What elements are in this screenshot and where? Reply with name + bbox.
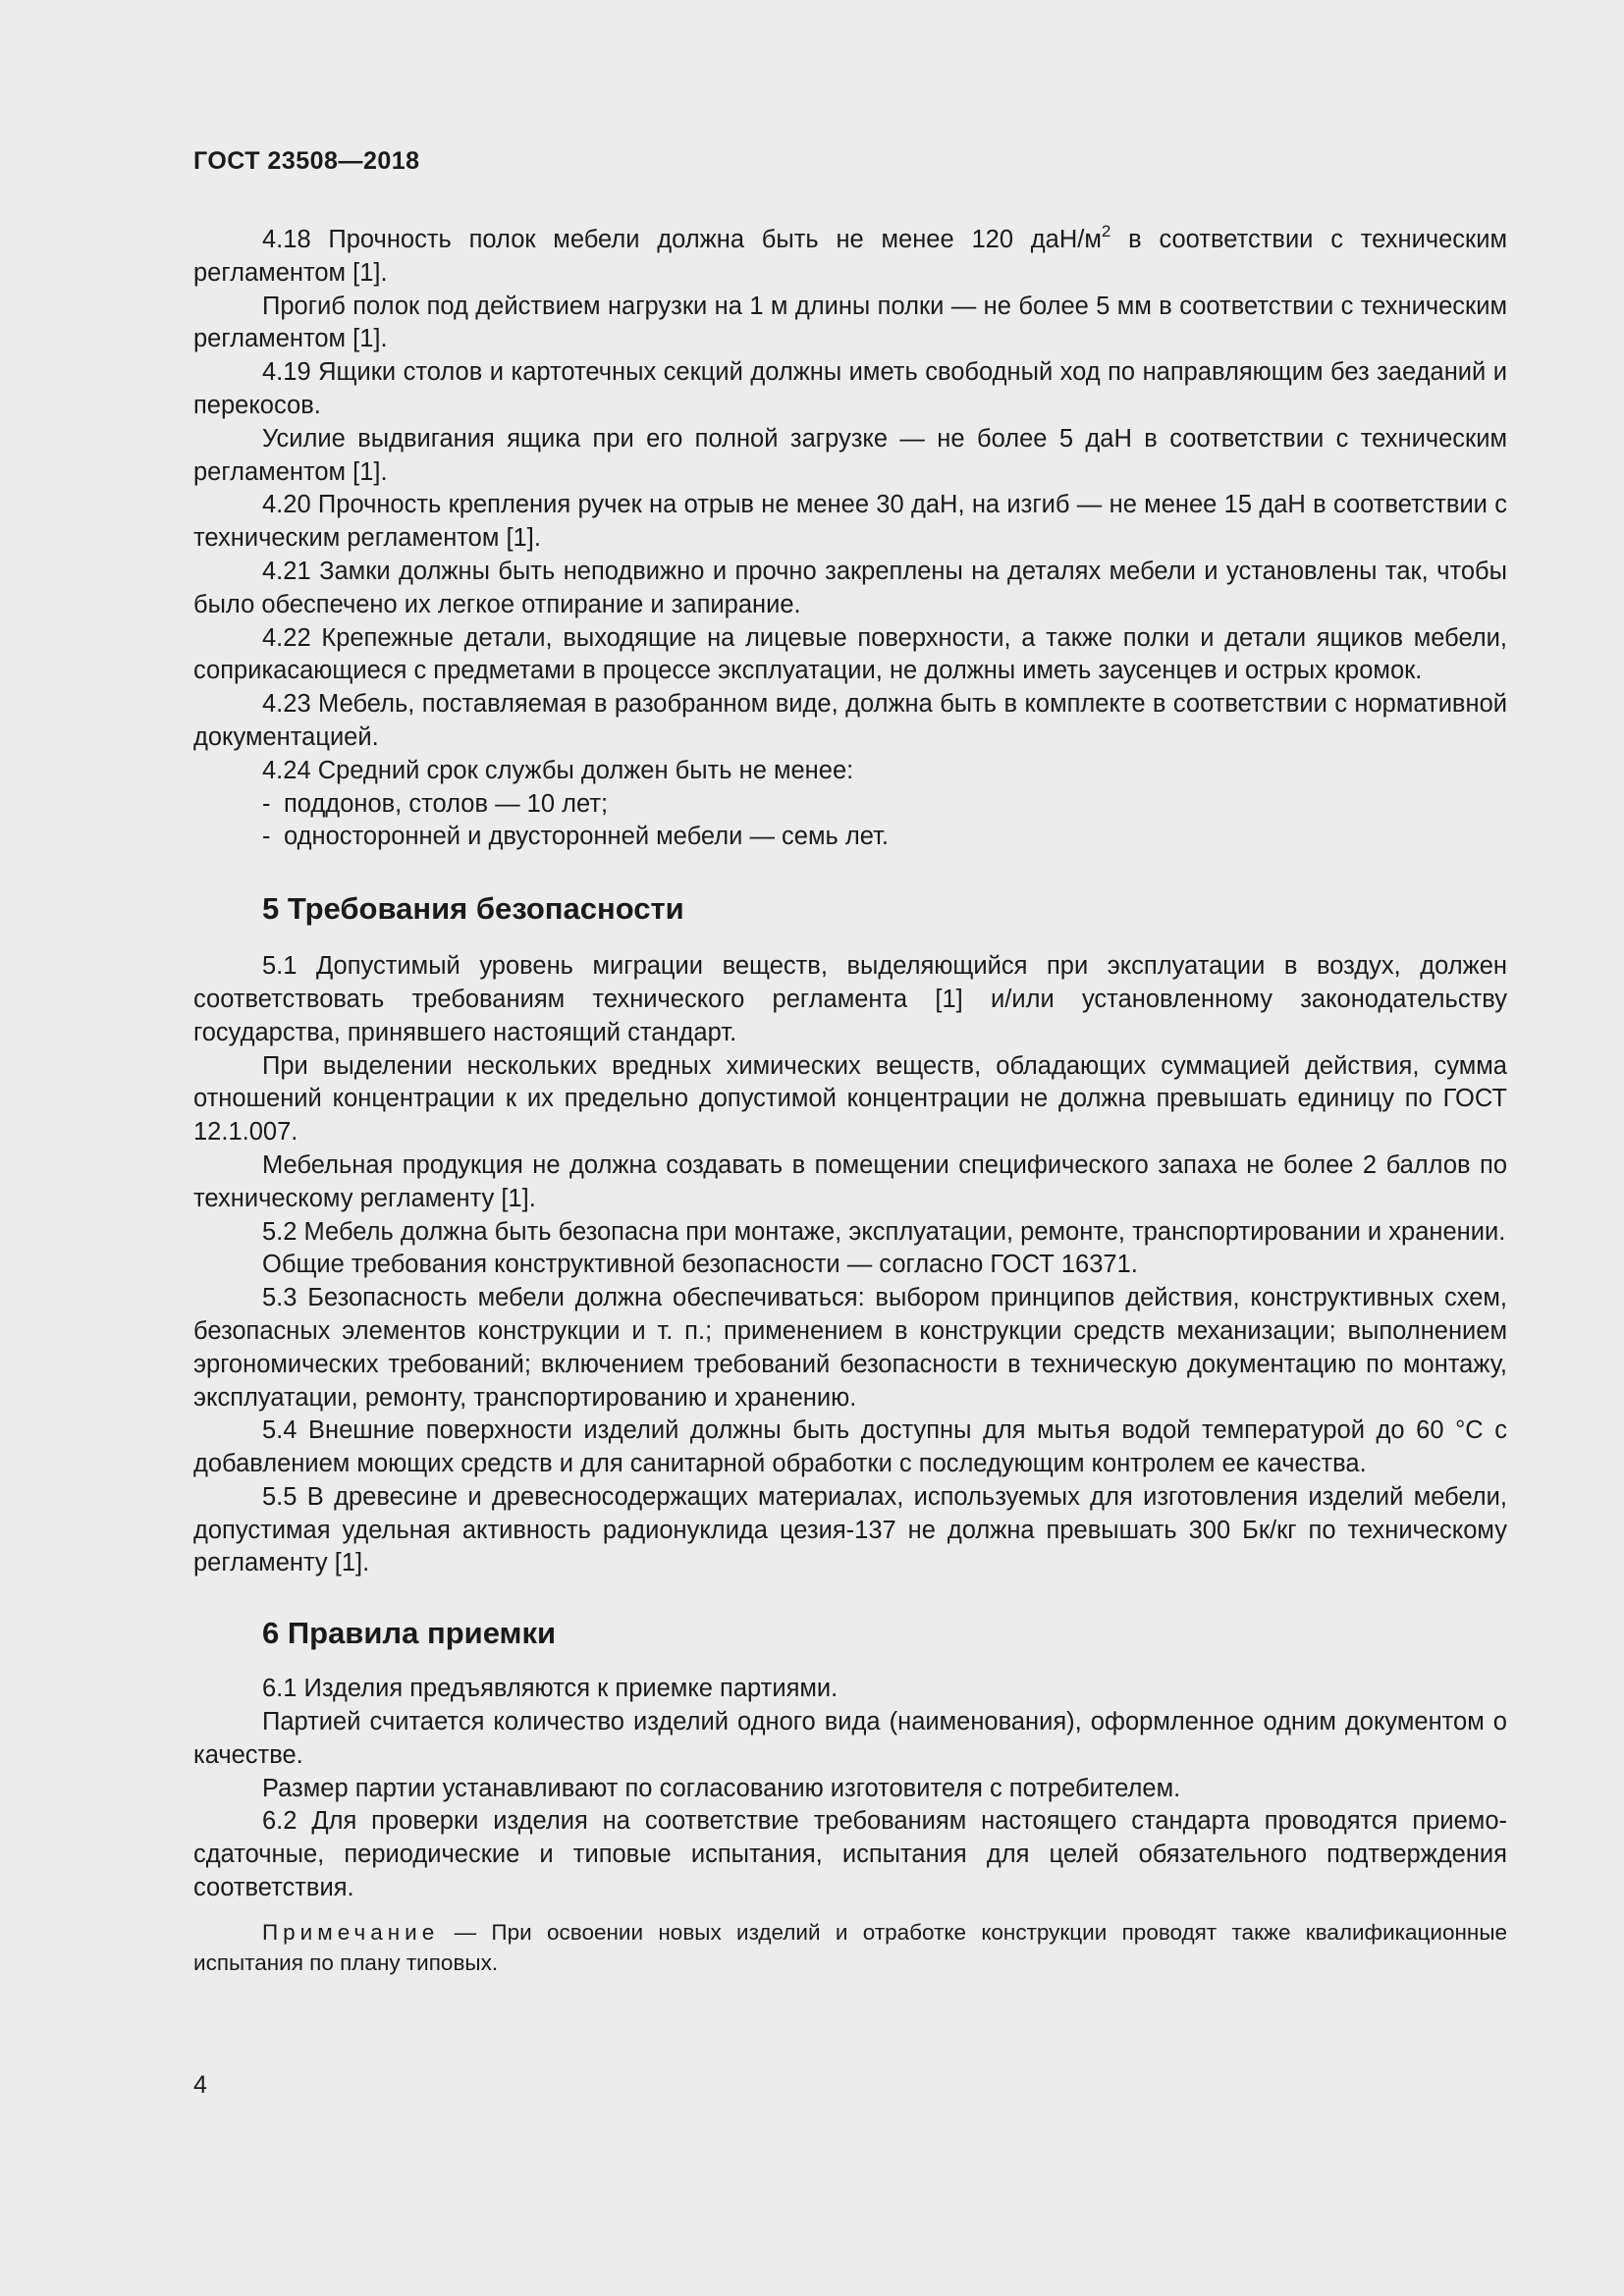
- list-item: [193, 788, 1507, 822]
- section-5-heading: 5 Требования безопасности: [262, 891, 684, 927]
- paragraph-6-1-batch: Партией считается количество изделий одного вида (наименования), оформленное одним документом о качестве.: [193, 1708, 1507, 1769]
- paragraph-4-19: 4.19 Ящики столов и картотечных секций должны иметь свободный ход по направляющим без заеданий и перекосов.: [193, 358, 1507, 419]
- paragraph-4-23: 4.23 Мебель, поставляемая в разобранном виде, должна быть в комплекте в соответствии с нормативной документацией.: [193, 690, 1507, 751]
- paragraph-5-1: 5.1 Допустимый уровень миграции веществ, выделяющийся при эксплуатации в воздух, должен соответствовать требованиям технического регламента [1] и/или установленному законодательству государства, принявшего настоящий стандарт.: [193, 952, 1507, 1046]
- paragraph-6-1-size: Размер партии устанавливают по согласованию изготовителя с потребителем.: [262, 1774, 1181, 1802]
- note-text: — При освоении новых изделий и отработке конструкции проводят также квалификационные испытания по плану типовых.: [193, 1919, 1507, 1975]
- note-label: Примечание: [262, 1919, 440, 1945]
- list-item-text: поддонов, столов — 10 лет;: [284, 789, 609, 818]
- paragraph-5-2: 5.2 Мебель должна быть безопасна при монтаже, эксплуатации, ремонте, транспортировании и хранении.: [262, 1217, 1506, 1246]
- list-dash: -: [262, 823, 271, 851]
- note: [193, 1917, 1507, 1978]
- paragraph-4-20: 4.20 Прочность крепления ручек на отрыв не менее 30 даН, на изгиб — не менее 15 даН в соответствии с техническим регламентом [1].: [193, 491, 1507, 553]
- paragraph-5-5: 5.5 В древесине и древесносодержащих материалах, используемых для изготовления изделий мебели, допустимая удельная активность радионуклида цезия-137 не должна превышать 300 Бк/кг по техническому регламенту [1].: [193, 1482, 1507, 1577]
- paragraph-4-24: 4.24 Средний срок службы должен быть не менее:: [262, 756, 854, 784]
- list-item-text: односторонней и двусторонней мебели — семь лет.: [284, 823, 890, 851]
- paragraph-4-19-force: Усилие выдвигания ящика при его полной загрузке — не более 5 даН в соответствии с техническим регламентом [1].: [193, 424, 1507, 486]
- text: в соответствии с техническим регламентом [1].: [193, 226, 1507, 287]
- section-6-heading: 6 Правила приемки: [262, 1616, 557, 1651]
- paragraph-6-2: 6.2 Для проверки изделия на соответствие требованиям настоящего стандарта проводятся приемо-сдаточные, периодические и типовые испытания, испытания для целей обязательного подтверждения соответствия.: [193, 1807, 1507, 1902]
- paragraph-6-1: 6.1 Изделия предъявляются к приемке партиями.: [262, 1675, 839, 1703]
- superscript: 2: [1101, 221, 1111, 240]
- paragraph-5-4: 5.4 Внешние поверхности изделий должны быть доступны для мытья водой температурой до 60 °С с добавлением моющих средств и для санитарной обработки с последующим контролем ее качества.: [193, 1416, 1507, 1478]
- paragraph-5-1-chemicals: При выделении нескольких вредных химических веществ, обладающих суммацией действия, сумма отношений концентрации к их предельно допустимой концентрации не должна превышать единицу по ГОСТ 12.1.007.: [193, 1051, 1507, 1147]
- paragraph-4-18-deflection: Прогиб полок под действием нагрузки на 1 м длины полки — не более 5 мм в соответствии с техническим регламентом [1].: [193, 292, 1507, 353]
- paragraph-5-2-general: Общие требования конструктивной безопасности — согласно ГОСТ 16371.: [262, 1251, 1138, 1279]
- document-header: ГОСТ 23508—2018: [193, 147, 420, 175]
- paragraph-4-18: [193, 221, 1507, 291]
- paragraph-5-3: 5.3 Безопасность мебели должна обеспечиваться: выбором принципов действия, конструктивных схем, безопасных элементов конструкции и т. п.; применением в конструкции средств механизации; выполнением эргономических требований; включением требований безопасности в техническую документацию по монтажу, эксплуатации, ремонту, транспортированию и хранению.: [193, 1284, 1507, 1412]
- text: 4.18 Прочность полок мебели должна быть не менее 120 даН/м: [262, 226, 1102, 253]
- page-number: 4: [193, 2071, 207, 2099]
- document-body: [193, 221, 1507, 1978]
- paragraph-4-22: 4.22 Крепежные детали, выходящие на лицевые поверхности, а также полки и детали ящиков мебели, соприкасающиеся с предметами в процессе эксплуатации, не должны иметь заусенцев и острых кромок.: [193, 623, 1507, 685]
- paragraph-5-1-odor: Мебельная продукция не должна создавать в помещении специфического запаха не более 2 баллов по техническому регламенту [1].: [193, 1150, 1507, 1212]
- list-item: [193, 821, 1507, 854]
- list-dash: -: [262, 789, 271, 818]
- paragraph-4-21: 4.21 Замки должны быть неподвижно и прочно закреплены на деталях мебели и установлены так, чтобы было обеспечено их легкое отпирание и запирание.: [193, 557, 1507, 618]
